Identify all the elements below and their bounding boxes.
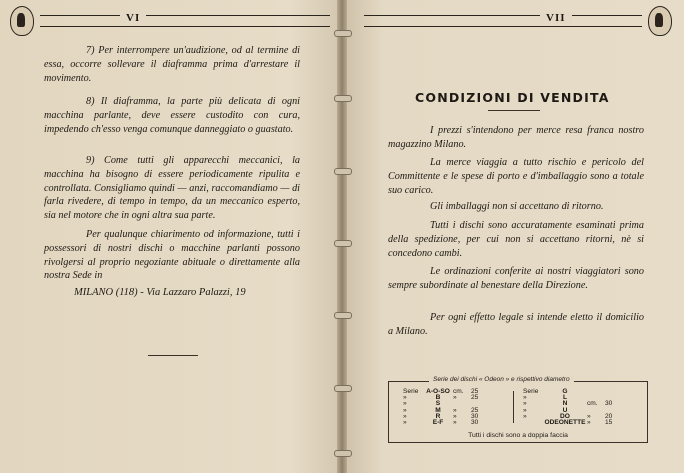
odeon-emblem-icon [10,6,34,36]
series-row: » U [523,406,568,414]
series-row: » R » 30 [403,412,479,420]
paragraph-8: 8) Il diaframma, la parte più delicata di ogni macchina parlante, deve essere custodito con cura, impedendo ch'esso venga comunque danneggiato o guastato. [44,96,300,135]
binding-ring [334,312,352,319]
series-row: » B » 25 [403,394,479,402]
page-number-left: VI [120,12,146,24]
series-row: » L [523,394,568,402]
series-table-title: Serie dei dischi « Odeon » e rispettivo diametro [429,376,574,383]
series-footer-note: Tutti i dischi sono a doppia faccia [468,432,568,439]
paragraph-7: 7) Per interrompere un'audizione, od al termine di essa, occorre sollevare il diaframma prima d'arrestare il movimento. [44,45,300,84]
header-rule [40,15,330,27]
page-number-right: VII [540,12,572,24]
binding-ring [334,385,352,392]
series-row: Serie A-O-SO cm. 25 [403,388,479,395]
binding-gutter [337,0,347,473]
conditions-heading: CONDIZIONI DI VENDITA [415,90,610,105]
binding-ring [334,450,352,457]
odeon-emblem-icon [648,6,672,36]
series-row: » N cm. 30 [523,400,613,408]
header-rule [364,15,642,27]
series-left-column [403,389,478,426]
heading-rule [488,110,540,112]
binding-ring [334,168,352,175]
series-row: » M » 25 [403,406,479,414]
paragraph-contact: Per qualunque chiarimento od informazione, tutti i possessori di nostri dischi o macchine parlanti possono rivolgersi al proprio negoziante abituale o direttamente alla nostra Sede in [44,229,300,282]
condition-shipping: La merce viaggia a tutto rischio e pericolo del Committente e le spese di porto e d'imballaggio sono a totale suo carico. [388,157,644,196]
series-row: » DO » 20 [523,412,613,420]
record-series-table [388,376,648,443]
series-divider [513,391,514,423]
binding-ring [334,30,352,37]
condition-orders: Le ordinazioni conferite ai nostri viaggiatori sono sempre subordinate al benestare della Direzione. [388,266,644,291]
sede-address: MILANO (118) - Via Lazzaro Palazzi, 19 [74,287,246,298]
paragraph-9: 9) Come tutti gli apparecchi meccanici, la macchina ha bisogno di essere periodicamente ripulita e controllata. Consigliamo quindi — anzi, raccomandiamo — di farla rivedere, di tempo in tempo, da un meccanico esperto, sia nel motore che in ogni altra sua parte. [44,155,300,222]
series-right-column [523,389,612,426]
condition-domicile: Per ogni effetto legale si intende eletto il domicilio a Milano. [388,312,644,337]
condition-prices: I prezzi s'intendono per merce resa franca nostro magazzino Milano. [388,125,644,150]
condition-packaging: Gli imballaggi non si accettano di ritorno. [430,201,604,212]
condition-records: Tutti i dischi sono accuratamente esaminati prima della spedizione, per cui non si accettano ritorni, nè si concedono cambi. [388,220,644,259]
series-row: » S [403,400,441,408]
series-row: ODEONETTE» 15 [544,418,613,426]
closing-rule [148,355,198,357]
series-row: Serie G [523,388,568,395]
binding-ring [334,240,352,247]
series-row: » E-F » 30 [403,418,479,426]
binding-ring [334,95,352,102]
